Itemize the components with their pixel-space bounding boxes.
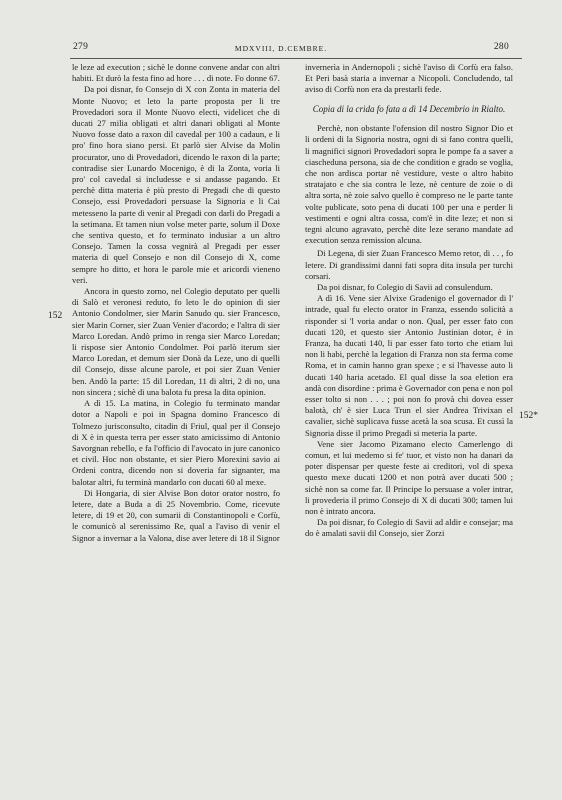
right-page-number: 280 xyxy=(493,42,509,52)
paragraph: Perchè, non obstante l'ofension dil nostro Signor Dio et li ordeni di la Signoria nostra, ogni di si fano contra quelli, li magnifici signori Provedadori sopra le pompe fa a saver a ciascheduna persona, sia de che condition e grado se voglia, che non ardisca portar nè vestidure, veste o altro habito stratajato e che sia contra le leze, nè centure de zoie o di altra sorta, nè zoie salvo quello è compreso ne le parte tante volte publicate, soto pena di ducati 100 per una e perder li vestimenti e ogni altra cossa, com'è in dite leze; et non si tegni alcuno agravato, perchè dite leze serano mandate ad execution senza remission alcuna. xyxy=(305,123,513,246)
paragraph: Da poi disnar, fo Colegio di Savii ad aldir e consejar; ma do è amalati savii dil Consejo, sier Zorzi xyxy=(305,517,513,539)
paragraph: A dì 15. La matina, in Colegio fu terminato mandar dotor a Napoli e poi in Spagna domino Francesco di Tolmezo jurisconsulto, citadin di Friul, qual per il Consejo di X è in questa terra per esser stato amicissimo di Antonio Savorgnan rebello, e fa l'officio di l'avocato in jure canonico et civil. Hoc non obstante, et sier Piero Morexini savio ai Ordeni contra, dicendo non si doveria far signanter, ma balotar altri, fu terminà mandarlo con ducati 60 al mexe. xyxy=(72,398,280,487)
paragraph: le leze ad execution ; sichè le donne convene andar con altri habiti. Et durò la festa fino ad hore . . . di note. Fo donne 67. xyxy=(72,62,280,84)
paragraph: A dì 16. Vene sier Alvixe Gradenigo el governador di l' intrade, qual fu electo orator in Franza, essendo solicità a risponder si 'l voria andar o non. Qual, per esser fato con ducati 120, et questo sier Antonio Justinian dotor, è in Franza, ha ducati 140, li par esser fato torto che etiam lui non li habi, perchè la legation di Franza non sta ferma come Roma, et in camin hanno gran spexe ; e si l'havesse auto li ducati 140 haria acetado. El qual disse la soa eletion era andà con disordine : prima è Governador con pena e non pol esser tolto si non . . . ; poi non fo provà chi dovea esser balotà, ch' è sier Luca Trun el sier Andrea Trivixan el cavalier, sichè suplicava fusse acetà la soa scusa. Et cussì la Signoria disse il primo Pregadi si meteria la parte. xyxy=(305,293,513,438)
left-page-number: 279 xyxy=(73,42,89,52)
paragraph: Vene sier Jacomo Pizamano electo Camerlengo di comun, et lui medemo si fe' tuor, et visto non ha danari da poter dispensar per queste feste ai creditori, vol di spexa questo mexe ducati 1200 et non potrà aver ducati 500 ; sichè non sa come far. Il Principe lo persuase a voler intrar, li provederia il primo Consejo di X di ducati 300; tamen lui non è intrato ancora. xyxy=(305,438,513,517)
left-column xyxy=(72,62,280,544)
margin-note-left: 152 xyxy=(48,311,63,321)
running-header: MDXVIII, D.CEMBRE. xyxy=(234,44,328,53)
margin-note-right: 152* xyxy=(519,411,538,421)
paragraph: Ancora in questo zorno, nel Colegio deputato per quelli di Salò et veronesi reduto, fo leto le do opinion di sier Antonio Condolmer, sier Marin Sanudo qu. sier Francesco, sier Marin Corner, sier Zuan Venier d'acordo; e l'altra di sier Marco Loredan. Andò primo in renga sier Marco Loredan; li rispose sier Antonio Condolmer. Poi parlò iterum sier Marco Loredan, et demum sier Donà da Leze, uno di quelli dil Consejo, disse alcune parole, et poi sier Zuan Venier ben. Andò la parte: 15 dil Loredan, 11 di altri, 2 di no, una non sincera ; sichè di una balota fu presa la dita opinion. xyxy=(72,286,280,397)
paragraph: Da poi disnar, fo Colegio di Savii ad consulendum. xyxy=(317,281,493,292)
paragraph: Da poi disnar, fo Consejo di X con Zonta in materia del Monte Nuovo; et leto la parte proposta per li tre Provedadori sora il Monte Nuovo electi, videlicet che di ducati 27 milia obligati et altri danari obligati al Monte Nuovo fosse dato a raxon dil cavedal per 100 a cadaun, e li pro' fino hora siano persi. Et parlò sier Alvise da Molin procurator, uno di Provedadori, dicendo le raxon di la parte; contradise sier Lunardo Mocenigo, è di la Zonta, voria li pro' col cavedal si includesse e si andasse pagando. Et perchè ditta materia è più presto di Pregadi che di questo Consejo, essi Provedadori persuase la Signoria e li Cai metesseno la parte di venir al Pregadi con darli do Pregadi a la setimana. Et tamen niun volse meter parte, solum il Doxe che sentiva questo, et fo terminato indusiar a un altro Consejo. Tamen la cossa vegnirà al Pregadi per esser materia di quel Consejo e non dil Consejo di X, come sempre ho ditto, et hora le parole mie et aricordi vieneno veri. xyxy=(72,84,280,285)
right-column xyxy=(305,62,513,540)
paragraph: Di Hongaria, di sier Alvise Bon dotor orator nostro, fo letere, date a Buda a dì 25 Novembrio. Come, ricevute letere, di 19 et 20, con sumarii di Constantinopoli e Corfù, le comunicò al serenissimo Re, qual a l'aviso di venir el Signor a invernar a la Valona, dise aver letere di 18 il Signor xyxy=(72,487,280,543)
paragraph: invernerìa in Andernopoli ; sichè l'aviso di Corfù era falso. Et Peri basà staria a invernar a Nicopoli. Concludendo, tal aviso di Corfù non era da prestarli fede. xyxy=(305,62,513,95)
header-rule xyxy=(70,58,522,59)
section-heading: Copia di la crida fo fata a dì 14 Decembrio in Rialto. xyxy=(312,103,506,114)
paragraph: Di Legena, di sier Zuan Francesco Memo retor, di . . , fo letere. Di grandissimi danni fati sopra dita insula per turchi corsari. xyxy=(305,248,513,281)
